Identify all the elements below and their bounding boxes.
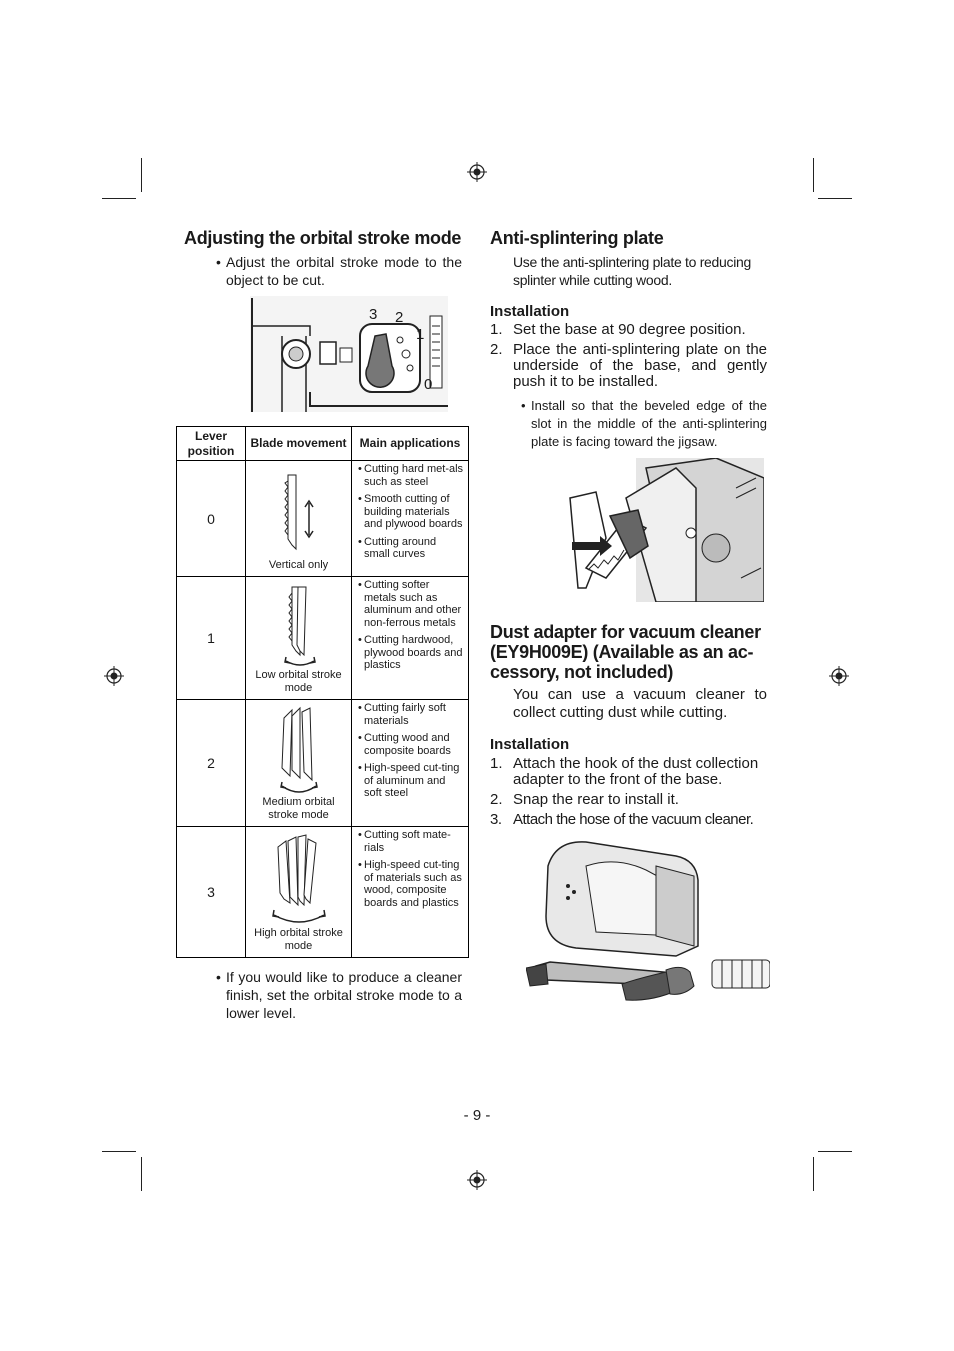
lever-position: 1 [177, 577, 246, 700]
blade-movement-cell [246, 827, 352, 958]
list-item: • Cutting softer metals such as aluminum and other non-ferrous metals [358, 579, 462, 629]
list-item: • Cutting hard met-als such as steel [358, 463, 464, 488]
applications-cell [352, 827, 469, 958]
table-header: Blade movement [246, 427, 352, 461]
list-item: • Cutting around small curves [358, 535, 437, 560]
list-item: 2. Place the anti-splintering plate on the underside of the base, and gently push it to be installed. [490, 341, 767, 390]
lever-label-1: 1 [416, 326, 425, 343]
lever-position: 3 [177, 827, 246, 958]
table-row [177, 577, 469, 700]
install-note: • Install so that the beveled edge of the slot in the middle of the anti-splintering plate is facing toward the jigsaw. [521, 398, 767, 449]
list-item: • Cutting hardwood, plywood boards and plastics [358, 634, 463, 671]
blade-caption: High orbital stroke mode [254, 927, 343, 952]
blade-movement-cell [246, 577, 352, 700]
section-heading-anti-splintering: Anti-splintering plate [490, 228, 664, 248]
lever-position: 0 [177, 461, 246, 577]
orbital-mode-table [176, 426, 469, 958]
registration-mark-icon [104, 666, 124, 686]
list-item: 1. Attach the hook of the dust collection adapter to the front of the base. [490, 755, 759, 788]
table-row [177, 700, 469, 827]
table-row [177, 461, 469, 577]
lever-label-0: 0 [424, 376, 433, 393]
dust-adapter-illustration [526, 836, 770, 1006]
blade-movement-cell [246, 461, 352, 577]
blade-caption: Vertical only [268, 559, 329, 571]
installation-title: Installation [490, 303, 570, 320]
table-header: Lever position [177, 427, 246, 461]
lever-label-2: 2 [395, 309, 404, 326]
list-item: • High-speed cut-ting of materials such as wood, composite boards and plastics [358, 859, 462, 909]
applications-cell [352, 461, 469, 577]
registration-mark-icon [467, 162, 487, 182]
crop-mark [141, 158, 142, 192]
list-item: 3. Attach the hose of the vacuum cleaner. [490, 811, 754, 828]
list-item: 2. Snap the rear to install it. [490, 791, 679, 808]
page-number: - 9 - [463, 1107, 491, 1124]
outro-bullet: • If you would like to produce a cleaner finish, set the orbital stroke mode to a lower level. [216, 969, 462, 1021]
list-item: • Cutting wood and composite boards [358, 732, 451, 757]
list-item: • Cutting fairly soft materials [358, 702, 446, 727]
list-item: • Cutting soft mate-rials [358, 829, 451, 854]
blade-caption: Medium orbital stroke mode [262, 796, 335, 821]
blade-caption: Low orbital stroke mode [255, 669, 342, 694]
section-heading-dust-adapter: Dust adapter for vacuum cleaner (EY9H009E) (Available as an ac-cessory, not included) [490, 622, 761, 682]
anti-splintering-intro: Use the anti-splintering plate to reducing splinter while cutting wood. [513, 254, 751, 288]
section-heading-orbital: Adjusting the orbital stroke mode [184, 228, 462, 248]
blade-low-orbit-icon [280, 585, 320, 669]
list-item: • High-speed cut-ting of aluminum and soft steel [358, 762, 460, 799]
registration-mark-icon [467, 1170, 487, 1190]
table-header: Main applications [352, 427, 469, 461]
lever-illustration [250, 296, 448, 412]
anti-splintering-illustration [566, 458, 764, 602]
installation-steps [490, 322, 767, 394]
crop-mark [818, 198, 852, 199]
registration-mark-icon [829, 666, 849, 686]
crop-mark [102, 198, 136, 199]
blade-movement-cell [246, 700, 352, 827]
intro-bullet: • Adjust the orbital stroke mode to the object to be cut. [216, 254, 462, 288]
dust-installation-title: Installation [490, 736, 570, 753]
blade-high-orbit-icon [268, 833, 330, 927]
crop-mark [818, 1151, 852, 1152]
crop-mark [102, 1151, 136, 1152]
list-item: • Smooth cutting of building materials and plywood boards [358, 493, 463, 530]
crop-mark [813, 158, 814, 192]
table-row [177, 827, 469, 958]
crop-mark [141, 1157, 142, 1191]
blade-medium-orbit-icon [274, 706, 324, 796]
crop-mark [813, 1157, 814, 1191]
dust-adapter-intro: You can use a vacuum cleaner to collect cutting dust while cutting. [513, 686, 767, 721]
lever-position: 2 [177, 700, 246, 827]
applications-cell [352, 577, 469, 700]
list-item: 1. Set the base at 90 degree position. [490, 321, 746, 338]
applications-cell [352, 700, 469, 827]
lever-label-3: 3 [369, 306, 378, 323]
blade-vertical-icon [282, 473, 316, 551]
dust-installation-steps [490, 756, 767, 832]
